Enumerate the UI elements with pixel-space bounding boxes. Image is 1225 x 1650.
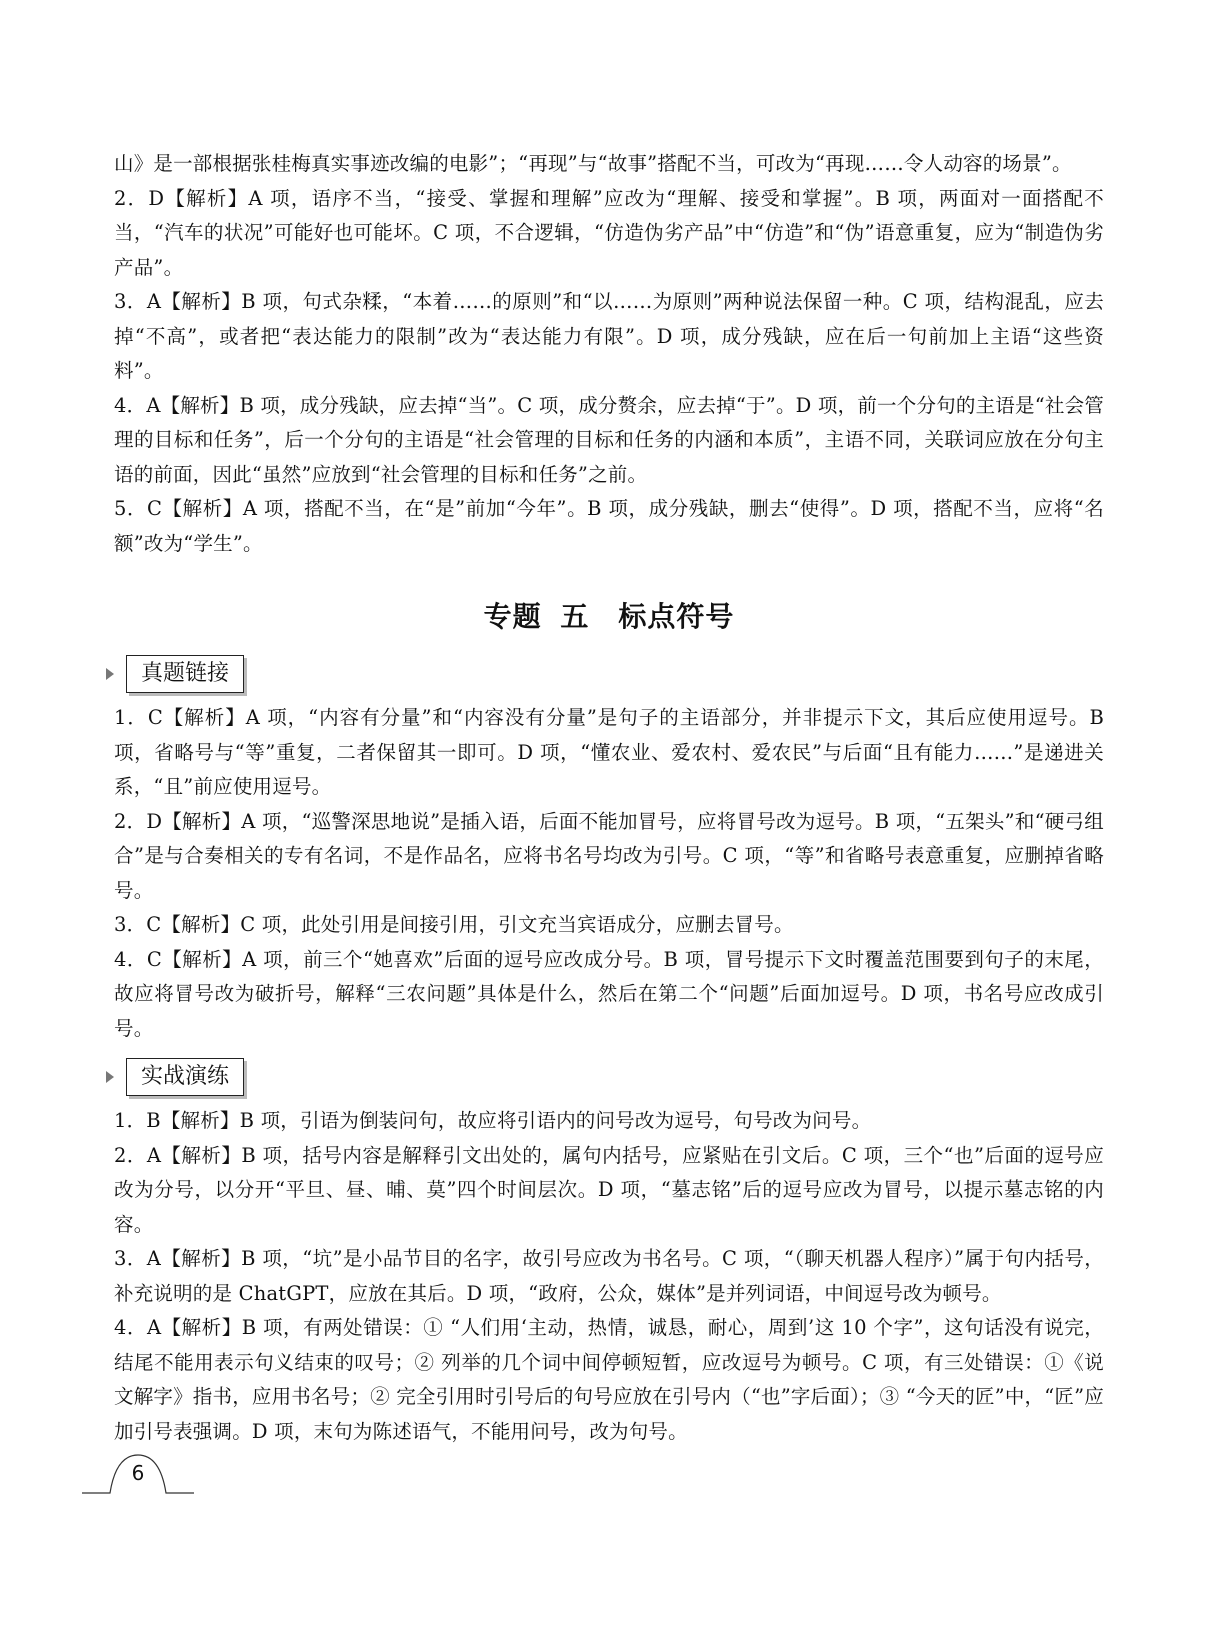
page-footer: [82, 1445, 194, 1505]
paragraph: 4．A【解析】B 项，有两处错误：① “人们用‘主动，热情，诚恳，耐心，周到’这 10 个字”，这句话没有说完，结尾不能用表示句义结束的叹号；② 列举的几个词中间停顿短暂，应改逗号为顿号。C 项，有三处错误：①《说文解字》指书，应用书名号；② 完全引用时引号后的句号应放在引号内（“也”字后面）；③ “今天的匠”中，“匠”应加引号表强调。D 项，末句为陈述语气，不能用问号，改为句号。: [114, 1316, 1104, 1443]
paragraph: 3．A【解析】B 项，句式杂糅，“本着……的原则”和“以……为原则”两种说法保留一种。C 项，结构混乱，应去掉“不高”，或者把“表达能力的限制”改为“表达能力有限”。D 项，成分残缺，应在后一句前加上主语“这些资料”。: [114, 290, 1104, 382]
paragraph: 2．D【解析】A 项，“巡警深思地说”是插入语，后面不能加冒号，应将冒号改为逗号。B 项，“五架头”和“硬弓组合”是与合奏相关的专有名词，不是作品名，应将书名号均改为引号。C 项，“等”和省略号表意重复，应删掉省略号。: [114, 809, 1104, 902]
triangle-marker-icon: [106, 668, 114, 680]
paragraph: 1．B【解析】B 项，引语为倒装问句，故应将引语内的问号改为逗号，句号改为问号。: [114, 1109, 872, 1132]
paragraph: 3．C【解析】C 项，此处引用是间接引用，引文充当宾语成分，应删去冒号。: [114, 913, 794, 936]
section-label: 真题链接: [126, 655, 244, 693]
page-number: 6: [131, 1461, 145, 1485]
paragraph: 山》是一部根据张桂梅真实事迹改编的电影”；“再现”与“故事”搭配不当，可改为“再现……令人动容的场景”。: [114, 152, 1072, 175]
section-header-practice: [114, 1058, 1104, 1098]
page-content: [114, 147, 1104, 1449]
paragraph: 2．D【解析】A 项，语序不当，“接受、掌握和理解”应改为“理解、接受和掌握”。B 项，两面对一面搭配不当，“汽车的状况”可能好也可能坏。C 项，不合逻辑，“仿造伪劣产品”中“仿造”和“伪”语意重复，应为“制造伪劣产品”。: [114, 186, 1104, 279]
section-label: 实战演练: [126, 1058, 244, 1096]
paragraph: 3．A【解析】B 项，“坑”是小品节目的名字，故引号应改为书名号。C 项，“（聊天机器人程序）”属于句内括号，补充说明的是 ChatGPT，应放在其后。D 项，“政府，公众，媒体”是并列词语，中间逗号改为顿号。: [114, 1247, 1104, 1305]
paragraph: 5．C【解析】A 项，搭配不当，在“是”前加“今年”。B 项，成分残缺，删去“使得”。D 项，搭配不当，应将“名额”改为“学生”。: [114, 497, 1104, 555]
triangle-marker-icon: [106, 1071, 114, 1083]
paragraph: 4．A【解析】B 项，成分残缺，应去掉“当”。C 项，成分赘余，应去掉“于”。D 项，前一个分句的主语是“社会管理的目标和任务”，后一个分句的主语是“社会管理的目标和任务的内涵和本质”，主语不同，关联词应放在分句主语的前面，因此“虽然”应放到“社会管理的目标和任务”之前。: [114, 393, 1104, 486]
chapter-title: 专题 五 标点符号: [483, 600, 735, 633]
paragraph: 4．C【解析】A 项，前三个“她喜欢”后面的逗号应改成分号。B 项，冒号提示下文时覆盖范围要到句子的末尾，故应将冒号改为破折号，解释“三农问题”具体是什么，然后在第二个“问题”后面加逗号。D 项，书名号应改成引号。: [114, 947, 1104, 1040]
paragraph: 2．A【解析】B 项，括号内容是解释引文出处的，属句内括号，应紧贴在引文后。C 项，三个“也”后面的逗号应改为分号，以分开“平旦、昼、晡、莫”四个时间层次。D 项，“墓志铭”后的逗号应改为冒号，以提示墓志铭的内容。: [114, 1143, 1104, 1236]
paragraph: 1．C【解析】A 项，“内容有分量”和“内容没有分量”是句子的主语部分，并非提示下文，其后应使用逗号。B 项，省略号与“等”重复，二者保留其一即可。D 项，“懂农业、爱农村、爱农民”与后面“且有能力……”是递进关系，“且”前应使用逗号。: [114, 706, 1104, 798]
section-header-real-exam: [114, 655, 1104, 695]
